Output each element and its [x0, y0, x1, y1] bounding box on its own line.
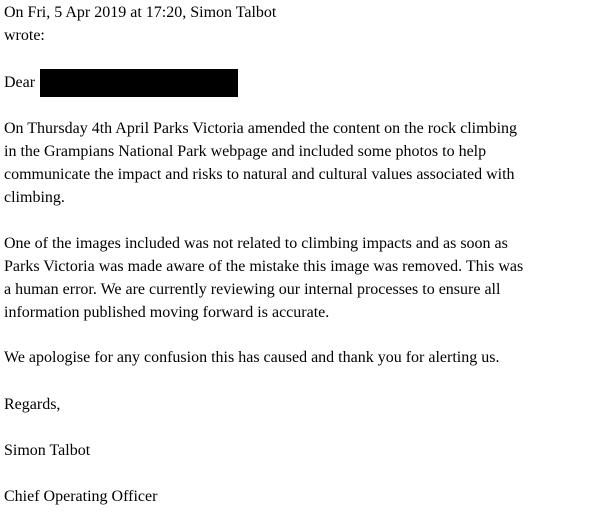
- paragraph-2-line-3: a human error. We are currently reviewing our internal processes to ensure all: [4, 281, 501, 298]
- quote-header-line-1: On Fri, 5 Apr 2019 at 17:20, Simon Talbot: [4, 4, 277, 21]
- redacted-recipient-name: [40, 69, 238, 97]
- signoff: Regards,: [4, 396, 61, 413]
- paragraph-3: We apologise for any confusion this has caused and thank you for alerting us.: [4, 349, 500, 366]
- paragraph-2-line-2: Parks Victoria was made aware of the mistake this image was removed. This was: [4, 258, 524, 275]
- paragraph-1-line-2: in the Grampians National Park webpage and included some photos to help: [4, 143, 487, 160]
- paragraph-1-line-3: communicate the impact and risks to natural and cultural values associated with: [4, 166, 515, 183]
- paragraph-1-line-1: On Thursday 4th April Parks Victoria amended the content on the rock climbing: [4, 120, 518, 137]
- paragraph-2-line-1: One of the images included was not related to climbing impacts and as soon as: [4, 235, 508, 252]
- paragraph-1-line-4: climbing.: [4, 189, 65, 206]
- paragraph-2-line-4: information published moving forward is accurate.: [4, 304, 330, 321]
- sender-title: Chief Operating Officer: [4, 488, 158, 505]
- greeting: Dear: [4, 74, 36, 91]
- quote-header-line-2: wrote:: [4, 27, 45, 44]
- sender-name: Simon Talbot: [4, 442, 91, 459]
